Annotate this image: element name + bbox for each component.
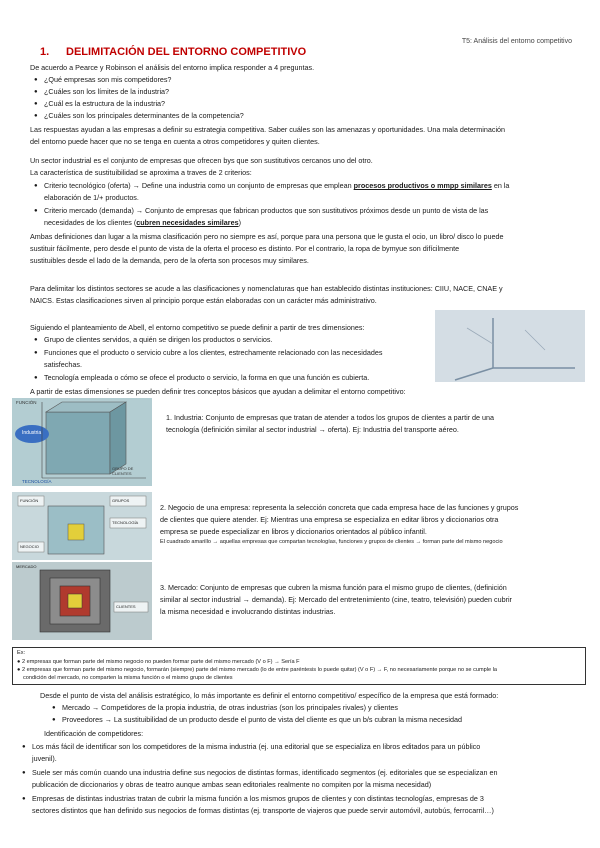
header-topic: T5: Análisis del entorno competitivo bbox=[461, 38, 572, 45]
fig2-label-4: NEGOCIO bbox=[20, 544, 39, 549]
market-squares-diagram bbox=[12, 562, 152, 640]
section-title bbox=[40, 46, 306, 58]
formed-suppliers: ● Proveedores → La sustituibilidad de un producto desde el punto de vista del cliente es que un b/s cubran la misma necesidad bbox=[62, 714, 572, 726]
fig2-label-2: GRUPOS bbox=[112, 498, 130, 503]
market-figure bbox=[12, 562, 152, 640]
both-line-3: sustituibles desde el lado de la demanda, pero de la oferta son procesos muy similares. bbox=[30, 256, 309, 265]
criterion-market-underlined: cubren necesidades similares bbox=[136, 218, 239, 227]
abell-intro: Siguiendo el planteamiento de Abell, el entorno competitivo se puede definir a partir de tres dimensiones: bbox=[30, 323, 365, 332]
dimension-technology: ● Tecnología empleada o cómo se ofece el producto o servicio, la forma en que una función es cubierta. bbox=[44, 372, 424, 384]
question-1: ● ¿Qué empresas son mis competidores? bbox=[44, 74, 564, 86]
business-figure bbox=[12, 492, 152, 560]
classification-line-2: NAICS. Estas clasificaciones sirven al principio porque están elaboradas con un carácter más administrativo. bbox=[30, 296, 377, 305]
section-number: 1. bbox=[40, 46, 50, 58]
example-box bbox=[12, 647, 586, 685]
question-3: ● ¿Cuál es la estructura de la industria? bbox=[44, 98, 564, 110]
fig1-right-label: GRUPO DE CLIENTES bbox=[112, 466, 134, 476]
intro-text: De acuerdo a Pearce y Robinson el análisis del entorno implica responder a 4 preguntas. bbox=[30, 63, 315, 72]
ident-b-line-1: ● Suele ser más común cuando una industria define sus negocios de distintas formas, identificado segmentos (ej. editoriales que se especializan en bbox=[32, 767, 577, 779]
market-line-1: 3. Mercado: Conjunto de empresas que cubren la misma función para el mismo grupo de clientes, (definición bbox=[160, 583, 507, 592]
fig2-label-1: FUNCIÓN bbox=[20, 498, 39, 503]
ident-a-line-2: juvenil). bbox=[32, 754, 57, 763]
criterion-technology-underlined: procesos productivos o mmpp similares bbox=[353, 181, 492, 190]
criterion-technology-b: en la bbox=[491, 181, 510, 190]
market-line-2: similar al sector industrial → demanda). Ej: Mercado del entretenimiento (cine, teatro, televisión) pueden cubrir bbox=[160, 595, 512, 604]
both-line-1: Ambas definiciones dan lugar a la misma clasificación pero no siempre es así, porque para una persona que le gusta el ocio, un libro/ disco lo puede bbox=[30, 232, 504, 241]
dimension-clients: ● Grupo de clientes servidos, a quién se dirigen los productos o servicios. bbox=[44, 334, 424, 346]
criterion-market-cont bbox=[44, 217, 564, 229]
industry-figure bbox=[12, 398, 152, 486]
business-note: El cuadrado amarillo → aquellas empresas que compartan tecnologías, funciones y grupos de clientes → forman parte del mismo negocio bbox=[160, 539, 503, 545]
answers-line-1: Las respuestas ayudan a las empresas a definir su estrategia competitiva. Saber cuáles son las amenazas y oportunidades. Una mala determinación bbox=[30, 125, 506, 134]
both-line-2: sustituir fácilmente, pero desde el punto de vista de la oferta el proceso es distinto. Por el contrario, la ropa de bymyue son difícilmente bbox=[30, 244, 460, 253]
market-line-3: la misma necesidad e involucrando distintas industrias. bbox=[160, 607, 336, 616]
business-text bbox=[160, 502, 582, 547]
fig3-label-1: MERCADO bbox=[16, 564, 37, 569]
example-1: ● 2 empresas que forman parte del mismo negocio no pueden formar parte del mismo mercado (V o F) → Sería F bbox=[17, 659, 300, 665]
dimension-functions-cont: satisfechas. bbox=[44, 360, 82, 369]
criterion-technology-cont: elaboración de 1/+ productos. bbox=[44, 193, 139, 202]
criterion-market: ● Criterio mercado (demanda) → Conjunto de empresas que fabrican productos que son sustitutivos próximos desde un punto de vista de las bbox=[44, 205, 564, 217]
section-title-text: DELIMITACIÓN DEL ENTORNO COMPETITIVO bbox=[66, 46, 307, 58]
business-line-1: 2. Negocio de una empresa: representa la selección concreta que cada empresa hace de las funciones y grupos bbox=[160, 503, 519, 512]
criterion-technology bbox=[44, 180, 564, 192]
industry-line-2: tecnología (definición similar al sector industrial → oferta). Ej: Industria del transporte aéreo. bbox=[166, 425, 459, 434]
ident-b-line-2: publicación de diccionarios y obras de teatro aunque ambas sean editoriales realmente no compiten por la misma necesidad) bbox=[32, 780, 432, 789]
ident-a-line-1: ● Los más fácil de identificar son los competidores de la misma industria (ej. una editorial que se especializa en libros editados para un público bbox=[32, 741, 577, 753]
fig1-top-label: FUNCIÓN bbox=[16, 400, 37, 405]
example-2-text: 2 empresas que forman parte del mismo negocio, formarán (siempre) parte del mismo mercado (lo de entre paréntesis lo puede quitar) (V o F) → F, no necesariamente porque no se cumple la bbox=[21, 667, 498, 673]
fig3-label-2: CLIENTES bbox=[116, 604, 136, 609]
example-2: ● 2 empresas que forman parte del mismo negocio, formarán (siempre) parte del mismo mercado (lo de entre paréntesis lo puede quitar) (V o F) → F, no necesariamente porque no se cumple la bbox=[17, 667, 498, 673]
industry-text bbox=[166, 412, 578, 436]
axes-figure bbox=[435, 310, 585, 382]
fig1-bubble-label: Industria bbox=[22, 430, 42, 436]
answers-line-2: del entorno puede hacer que no se tenga en cuenta a otros competidores y quiten clientes. bbox=[30, 137, 320, 146]
question-4: ● ¿Cuáles son los principales determinantes de la competencia? bbox=[44, 110, 564, 122]
criterion-market-b: necesidades de los clientes ( bbox=[44, 218, 137, 227]
market-text bbox=[160, 582, 582, 618]
sector-definition: Un sector industrial es el conjunto de empresas que ofrecen bys que son sustitutivos cercanos uno del otro. bbox=[30, 156, 373, 165]
identification-heading: Identificación de competidores: bbox=[44, 729, 144, 738]
criterion-technology-a: Criterio tecnológico (oferta) → Define una industria como un conjunto de empresas que emplean bbox=[44, 181, 354, 190]
dimension-functions: ● Funciones que el producto o servicio cubre a los clientes, estrechamente relacionado con las necesidades bbox=[44, 347, 424, 359]
strategic-text: Desde el punto de vista del análisis estratégico, lo más importante es definir el entorno competitivo/ específico de la empresa que está formado: bbox=[40, 691, 499, 700]
fig2-label-3: TECNOLOGÍA bbox=[112, 520, 139, 525]
business-line-3: empresa se puede especializar en libros y diccionarios orientados al público infantil. bbox=[160, 527, 427, 536]
substitution-text: La característica de sustituibilidad se aproxima a traves de 2 criterios: bbox=[30, 168, 252, 177]
ident-c-line-1: ● Empresas de distintas industrias tratan de cubrir la misma función a los mismos grupos de clientes y con distintas tecnologías, empresas de 3 bbox=[32, 793, 577, 805]
classification-line-1: Para delimitar los distintos sectores se acude a las clasificaciones y nomenclaturas que han establecido distintas instituciones: CIIU, NACE, CNAE y bbox=[30, 284, 503, 293]
axes-diagram bbox=[435, 310, 585, 382]
ident-c-line-2: sectores distintos que han definido sus negocios de formas distintas (ej. transporte de viajeros que puede servir automóvil, autobús, ferrocarril…) bbox=[32, 806, 494, 815]
business-line-2: de clientes que quiere atender. Ej: Mientras una empresa se especializa en editar libros y diccionarios otra bbox=[160, 515, 499, 524]
question-2: ● ¿Cuáles son los límites de la industria? bbox=[44, 86, 564, 98]
criterion-market-c: ) bbox=[238, 218, 241, 227]
example-3: condición del mercado, no comparten la misma función o el mismo grupo de clientes bbox=[23, 675, 233, 681]
concepts-intro: A partir de estas dimensiones se pueden definir tres conceptos básicos que ayudan a delimitar el entorno competitivo: bbox=[30, 387, 406, 396]
formed-market: ● Mercado → Competidores de la propia industria, de otras industrias (son los principales rivales) y clientes bbox=[62, 702, 572, 714]
example-label: Ex: bbox=[17, 650, 26, 656]
industry-line-1: 1. Industria: Conjunto de empresas que tratan de atender a todos los grupos de clientes a partir de una bbox=[166, 413, 495, 422]
fig1-bottom-label: TECNOLOGÍA bbox=[22, 479, 52, 484]
example-1-text: 2 empresas que forman parte del mismo negocio no pueden formar parte del mismo mercado (V o F) → Sería F bbox=[21, 659, 300, 665]
